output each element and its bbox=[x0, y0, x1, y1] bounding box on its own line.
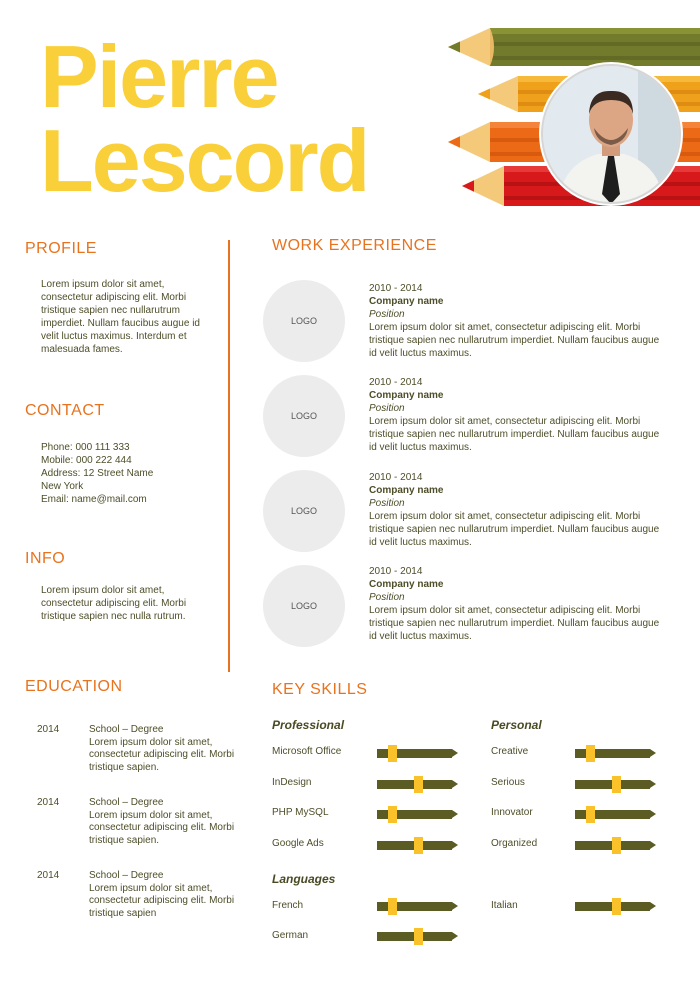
education-school: School – Degree bbox=[89, 797, 164, 808]
column-divider bbox=[228, 240, 230, 672]
info-text: Lorem ipsum dolor sit amet, consectetur adipiscing elit. Morbi tristique sapien nec nulla rutrum. bbox=[41, 585, 187, 622]
education-year: 2014 bbox=[37, 797, 60, 808]
language-label: Italian bbox=[491, 900, 518, 911]
education-entry bbox=[89, 870, 239, 920]
contact-mobile: Mobile: 000 222 444 bbox=[41, 455, 132, 466]
languages-heading: Languages bbox=[272, 872, 336, 886]
education-year: 2014 bbox=[37, 870, 60, 881]
company-logo-placeholder: LOGO bbox=[263, 565, 345, 647]
company-logo-placeholder: LOGO bbox=[263, 470, 345, 552]
job-entry bbox=[369, 565, 669, 643]
language-level-marker bbox=[612, 898, 621, 915]
skill-level-marker bbox=[586, 745, 595, 762]
job-entry bbox=[369, 376, 669, 454]
language-level-marker bbox=[388, 898, 397, 915]
skill-label: Google Ads bbox=[272, 838, 324, 849]
skill-level-marker bbox=[612, 776, 621, 793]
profile-heading: PROFILE bbox=[25, 240, 97, 257]
job-description: Lorem ipsum dolor sit amet, consectetur adipiscing elit. Morbi tristique sapien nec nullarutrum imperdiet. Nullam faucibus augue id velit luctus maximus. bbox=[369, 416, 660, 453]
job-entry bbox=[369, 471, 669, 549]
education-entry bbox=[89, 797, 239, 847]
language-level-bar bbox=[377, 902, 452, 911]
personal-skills-heading: Personal bbox=[491, 718, 542, 732]
contact-phone: Phone: 000 111 333 bbox=[41, 442, 130, 453]
education-entry bbox=[89, 724, 239, 774]
job-description: Lorem ipsum dolor sit amet, consectetur adipiscing elit. Morbi tristique sapien nec nullarutrum imperdiet. Nullam faucibus augue id velit luctus maximus. bbox=[369, 605, 660, 642]
skill-level-bar bbox=[377, 780, 452, 789]
professional-skills-heading: Professional bbox=[272, 718, 345, 732]
contact-details bbox=[41, 441, 211, 506]
skill-label: InDesign bbox=[272, 777, 312, 788]
education-school: School – Degree bbox=[89, 870, 164, 881]
skill-level-marker bbox=[414, 837, 423, 854]
skill-label: Organized bbox=[491, 838, 538, 849]
info-heading: INFO bbox=[25, 550, 66, 567]
language-level-bar bbox=[377, 932, 452, 941]
language-label: German bbox=[272, 930, 309, 941]
skill-level-marker bbox=[586, 806, 595, 823]
olive-pencil-icon bbox=[448, 28, 700, 66]
job-company: Company name bbox=[369, 296, 444, 307]
job-company: Company name bbox=[369, 485, 444, 496]
education-desc: Lorem ipsum dolor sit amet, consectetur adipiscing elit. Morbi tristique sapien. bbox=[89, 736, 235, 773]
job-years: 2010 - 2014 bbox=[369, 566, 423, 577]
profile-text: Lorem ipsum dolor sit amet, consectetur adipiscing elit. Morbi tristique sapien nec nullarutrum imperdiet. Nullam faucibus augue id velit luctus maximus. Interdum et malesuada fames. bbox=[41, 279, 200, 355]
skill-level-marker bbox=[612, 837, 621, 854]
job-company: Company name bbox=[369, 390, 444, 401]
job-position: Position bbox=[369, 309, 405, 320]
pencils-illustration bbox=[448, 24, 700, 210]
skill-level-bar bbox=[377, 810, 452, 819]
work-heading: WORK EXPERIENCE bbox=[272, 237, 437, 254]
contact-address: Address: 12 Street Name bbox=[41, 468, 154, 479]
job-entry bbox=[369, 282, 669, 360]
contact-email: Email: name@mail.com bbox=[41, 494, 147, 505]
last-name: Lescord bbox=[40, 111, 369, 210]
education-year: 2014 bbox=[37, 724, 60, 735]
skill-level-bar bbox=[575, 810, 650, 819]
skill-label: Innovator bbox=[491, 807, 533, 818]
skill-level-bar bbox=[575, 749, 650, 758]
job-description: Lorem ipsum dolor sit amet, consectetur adipiscing elit. Morbi tristique sapien nec nullarutrum imperdiet. Nullam faucibus augue id velit luctus maximus. bbox=[369, 511, 660, 548]
education-school: School – Degree bbox=[89, 724, 164, 735]
contact-city: New York bbox=[41, 481, 84, 492]
education-heading: EDUCATION bbox=[25, 678, 123, 695]
skill-level-bar bbox=[377, 749, 452, 758]
job-position: Position bbox=[369, 592, 405, 603]
job-company: Company name bbox=[369, 579, 444, 590]
language-level-marker bbox=[414, 928, 423, 945]
job-years: 2010 - 2014 bbox=[369, 377, 423, 388]
company-logo-placeholder: LOGO bbox=[263, 375, 345, 457]
company-logo-placeholder: LOGO bbox=[263, 280, 345, 362]
education-desc: Lorem ipsum dolor sit amet, consectetur adipiscing elit. Morbi tristique sapien bbox=[89, 882, 235, 919]
skill-label: Microsoft Office bbox=[272, 746, 342, 757]
skill-level-marker bbox=[388, 806, 397, 823]
job-years: 2010 - 2014 bbox=[369, 283, 423, 294]
skill-label: PHP MySQL bbox=[272, 807, 329, 818]
job-years: 2010 - 2014 bbox=[369, 472, 423, 483]
contact-heading: CONTACT bbox=[25, 402, 105, 419]
language-label: French bbox=[272, 900, 304, 911]
profile-photo bbox=[539, 62, 683, 206]
skill-level-marker bbox=[414, 776, 423, 793]
skill-level-bar bbox=[575, 780, 650, 789]
job-description: Lorem ipsum dolor sit amet, consectetur adipiscing elit. Morbi tristique sapien nec nullarutrum imperdiet. Nullam faucibus augue id velit luctus maximus. bbox=[369, 322, 660, 359]
skills-heading: KEY SKILLS bbox=[272, 681, 368, 698]
education-desc: Lorem ipsum dolor sit amet, consectetur adipiscing elit. Morbi tristique sapien. bbox=[89, 809, 235, 846]
skill-level-bar bbox=[377, 841, 452, 850]
job-position: Position bbox=[369, 498, 405, 509]
skill-level-marker bbox=[388, 745, 397, 762]
skill-label: Serious bbox=[491, 777, 525, 788]
job-position: Position bbox=[369, 403, 405, 414]
first-name: Pierre bbox=[40, 27, 278, 126]
skill-level-bar bbox=[575, 841, 650, 850]
skill-label: Creative bbox=[491, 746, 529, 757]
language-level-bar bbox=[575, 902, 650, 911]
